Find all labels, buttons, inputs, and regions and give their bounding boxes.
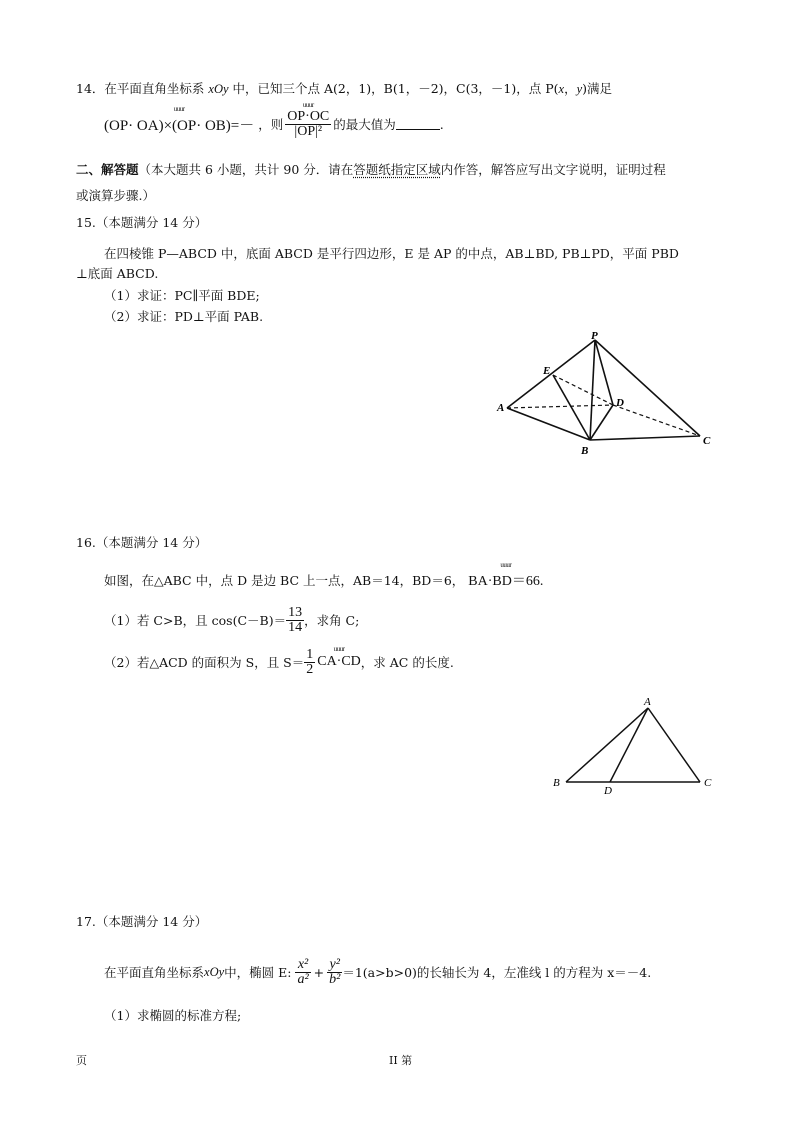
q16-part2-vector: uuur CA·CD	[317, 654, 361, 670]
footer-page-number: II 第	[389, 1054, 413, 1067]
q16-header: 16.（本题满分 14 分）	[76, 535, 208, 550]
q14-number: 14．	[76, 81, 105, 96]
q15-stem-line1: 在四棱锥 P—ABCD 中，底面 ABCD 是平行四边形，E 是 AP 的中点，AB⊥BD, PB⊥PD，平面 PBD	[104, 246, 679, 261]
q15-stem-line2: ⊥底面 ABCD.	[76, 266, 159, 281]
answer-blank[interactable]	[396, 119, 440, 130]
q16-stem: 如图，在△ABC 中，点 D 是边 BC 上一点，AB＝14，BD＝6， uuur BA·BD＝66.	[104, 570, 543, 590]
section2-title: 二、解答题	[76, 162, 139, 177]
section2-line2: 或演算步骤.）	[76, 188, 155, 203]
q15-part2: （2）求证：PD⊥平面 PAB.	[104, 309, 264, 324]
tri-label-A: A	[644, 696, 651, 708]
q17-x-fraction: $\frac{\text{x²}}{\text{a²}}$	[297, 956, 309, 987]
label-B: B	[581, 445, 589, 457]
pyramid-figure	[495, 330, 720, 460]
q15-header: 15.（本题满分 14 分）	[76, 215, 208, 230]
q16-part2-fraction: $\frac{1}{2}$	[306, 646, 314, 677]
tri-label-C: C	[704, 777, 712, 789]
q16-dot-product: uuur BA·BD＝66.	[468, 570, 543, 590]
q14-fraction: uuur $\frac{OP\cdot OC}{\text{|OP|²}}$	[285, 110, 331, 139]
triangle-figure	[548, 694, 723, 799]
label-P: P	[591, 330, 598, 342]
section2-line1: 二、解答题（本大题共 6 小题，共计 90 分．请在答题纸指定区域内作答，解答应写出文字说明，证明过程	[76, 162, 666, 177]
q14-condition-expr: uuur (OP· OA)×(OP· OB)=－	[104, 114, 254, 135]
tri-label-D: D	[604, 785, 612, 797]
answer-area-note: 答题纸指定区域	[353, 162, 441, 177]
label-D: D	[616, 397, 624, 409]
label-C: C	[703, 435, 711, 447]
q17-stem: 在平面直角坐标系 xOy 中，椭圆 E: $\frac{\text{x²}}{\text{a²}}$ + $\frac{\text{y²}}{\text{b²}}$ ＝1(a>b>0)的长轴长为 4，左准线 l 的方程为 x＝－4.	[104, 956, 652, 987]
q17-header: 17.（本题满分 14 分）	[76, 914, 208, 929]
footer-left: 页	[76, 1054, 87, 1067]
label-A: A	[497, 402, 505, 414]
q17-y-fraction: $\frac{\text{y²}}{\text{b²}}$	[329, 956, 341, 987]
q15-part1: （1）求证：PC∥平面 BDE;	[104, 288, 260, 303]
label-E: E	[543, 365, 551, 377]
tri-label-B: B	[553, 777, 560, 789]
q16-part1: （1）若 C>B，且 cos(C－B)＝ $\frac{13}{14}$ ，求角 C;	[104, 604, 360, 635]
q16-part2: （2）若△ACD 的面积为 S，且 S＝ $\frac{1}{2}$ uuur CA·CD ，求 AC 的长度.	[104, 642, 454, 682]
q16-part1-fraction: $\frac{13}{14}$	[288, 604, 303, 635]
q14-line1: 14．在平面直角坐标系 xOy 中，已知三个点 A(2，1)，B(1，－2)，C(3，－1)，点 P(x，y)满足	[76, 81, 613, 96]
q17-part1: （1）求椭圆的标准方程;	[104, 1008, 242, 1023]
q14-line2: uuur (OP· OA)×(OP· OB)=－ ，则 uuur $\frac{OP\cdot OC}{\text{|OP|²}}$ 的最大值为 .	[104, 104, 444, 144]
